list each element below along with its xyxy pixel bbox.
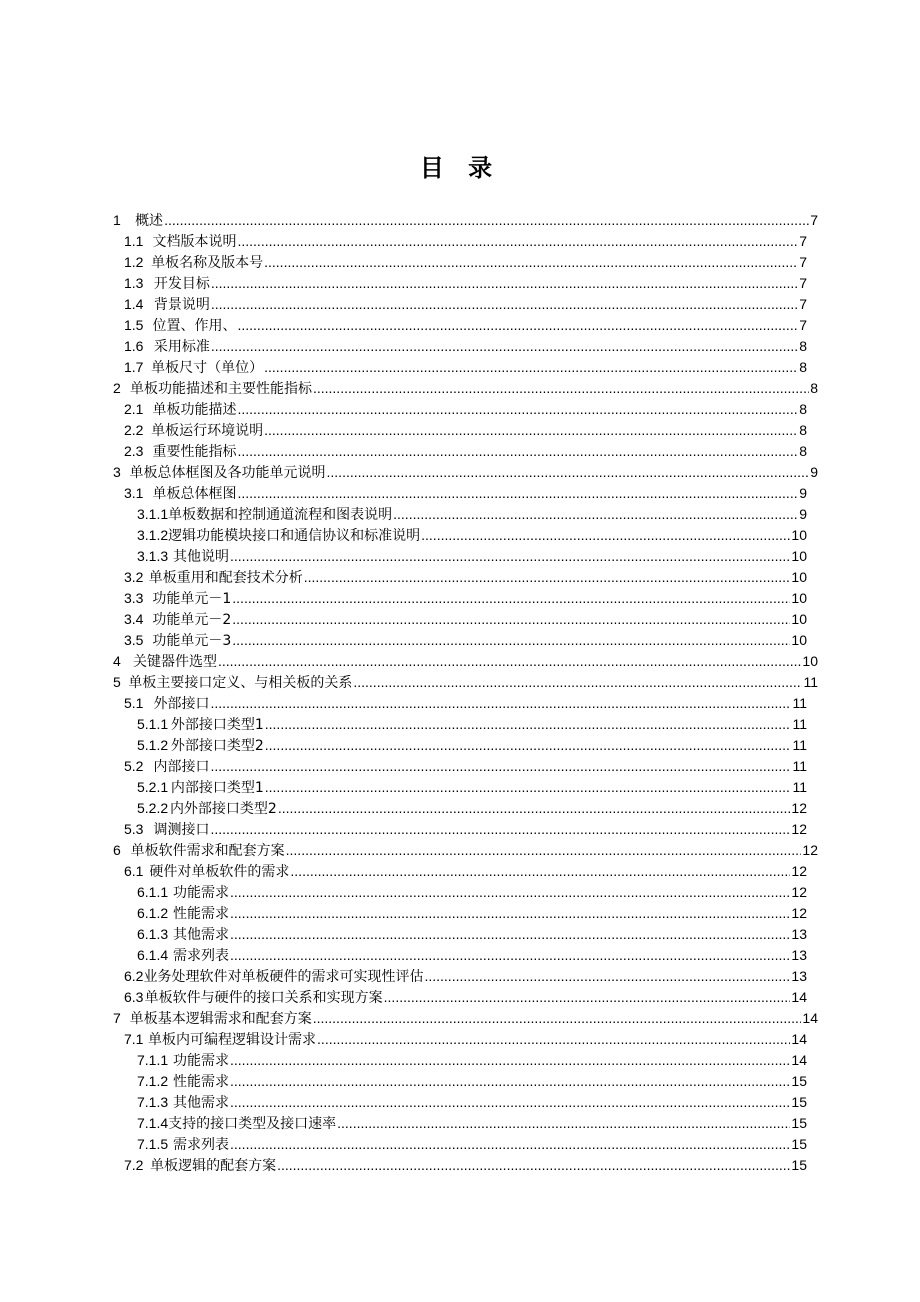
toc-entry-title: 单板软件需求和配套方案 — [130, 843, 285, 859]
toc-entry[interactable] — [113, 462, 823, 483]
toc-entry[interactable] — [113, 924, 823, 945]
toc-dot-leader — [230, 1134, 790, 1155]
toc-entry-page: 11 — [792, 716, 807, 732]
toc-entry-number: 5.1 — [124, 695, 144, 711]
toc-entry-number: 6.1.1 — [137, 884, 169, 900]
toc-entry-page: 15 — [791, 1157, 807, 1173]
toc-entry-number: 2.3 — [124, 443, 144, 459]
toc-entry[interactable] — [113, 861, 823, 882]
toc-dot-leader — [230, 882, 790, 903]
toc-entry-page: 13 — [791, 947, 807, 963]
toc-entry-title: 单板运行环境说明 — [151, 423, 264, 439]
toc-entry[interactable] — [113, 483, 823, 504]
toc-dot-leader — [304, 567, 791, 588]
toc-entry-number: 2 — [113, 380, 121, 396]
toc-dot-leader — [424, 966, 790, 987]
toc-entry[interactable] — [113, 882, 823, 903]
toc-entry-number: 3.1.1 — [137, 506, 169, 522]
toc-entry[interactable] — [113, 903, 823, 924]
toc-entry-title: 单板逻辑的配套方案 — [150, 1158, 277, 1174]
toc-entry[interactable] — [113, 315, 823, 336]
toc-entry[interactable] — [113, 798, 823, 819]
toc-entry-title: 其他需求 — [173, 927, 230, 943]
toc-entry-title: 调测接口 — [153, 822, 210, 838]
toc-dot-leader — [264, 357, 798, 378]
toc-entry-number: 3.1.2 — [137, 527, 169, 543]
toc-entry-number: 6.3 — [124, 989, 144, 1005]
toc-entry-title: 内部接口类型1 — [170, 780, 264, 796]
toc-entry-title: 关键器件选型 — [132, 654, 217, 670]
toc-entry-title: 内部接口 — [153, 759, 210, 775]
toc-entry-number: 4 — [113, 653, 121, 669]
toc-dot-leader — [237, 315, 798, 336]
toc-entry-page: 8 — [799, 338, 807, 354]
toc-entry[interactable] — [113, 357, 823, 378]
toc-entry-number: 7.1.3 — [137, 1094, 169, 1110]
toc-entry-number: 1.5 — [124, 317, 144, 333]
toc-entry[interactable] — [113, 1050, 823, 1071]
toc-entry[interactable] — [113, 546, 823, 567]
toc-entry-title: 单板尺寸（单位） — [151, 360, 264, 376]
toc-dot-leader — [211, 693, 792, 714]
toc-entry-page: 9 — [799, 485, 807, 501]
toc-entry[interactable] — [113, 1155, 823, 1176]
toc-dot-leader — [327, 462, 810, 483]
toc-entry-number: 3.2 — [124, 569, 144, 585]
toc-entry-number: 7.1 — [124, 1031, 144, 1047]
toc-entry-title: 功能单元－2 — [152, 612, 232, 628]
toc-entry-page: 7 — [799, 317, 807, 333]
toc-dot-leader — [384, 987, 791, 1008]
toc-entry-title: 背景说明 — [153, 297, 210, 313]
toc-entry-page: 8 — [799, 443, 807, 459]
toc-entry-title: 单板总体框图 — [152, 486, 237, 502]
toc-dot-leader — [237, 483, 798, 504]
toc-entry-page: 10 — [791, 632, 807, 648]
toc-entry-page: 8 — [810, 380, 818, 396]
toc-entry-page: 13 — [791, 968, 807, 984]
toc-entry-number: 5.1.2 — [137, 737, 169, 753]
toc-entry[interactable] — [113, 210, 823, 231]
toc-entry-title: 其他需求 — [173, 1095, 230, 1111]
toc-entry-title: 单板总体框图及各功能单元说明 — [129, 465, 326, 481]
toc-dot-leader — [313, 1008, 802, 1029]
toc-entry-number: 6 — [113, 842, 121, 858]
toc-entry-page: 15 — [791, 1073, 807, 1089]
toc-dot-leader — [210, 819, 790, 840]
toc-entry-title: 单板重用和配套技术分析 — [148, 570, 303, 586]
toc-entry[interactable] — [113, 567, 823, 588]
toc-entry-title: 需求列表 — [173, 948, 230, 964]
toc-entry[interactable] — [113, 735, 823, 756]
toc-entry-page: 15 — [791, 1136, 807, 1152]
toc-entry-page: 14 — [791, 989, 807, 1005]
toc-entry[interactable] — [113, 231, 823, 252]
toc-dot-leader — [230, 1092, 790, 1113]
toc-dot-leader — [421, 525, 790, 546]
toc-entry-number: 7 — [113, 1010, 121, 1026]
toc-entry-page: 14 — [802, 1010, 818, 1026]
toc-entry-page: 8 — [799, 359, 807, 375]
toc-entry-title: 逻辑功能模块接口和通信协议和标准说明 — [168, 528, 421, 544]
toc-entry-number: 5.2 — [124, 758, 144, 774]
toc-dot-leader — [265, 714, 792, 735]
toc-entry-number: 3.1.3 — [137, 548, 169, 564]
toc-entry-title: 性能需求 — [173, 906, 230, 922]
toc-entry-page: 10 — [802, 653, 818, 669]
toc-dot-leader — [290, 861, 790, 882]
toc-entry[interactable] — [113, 588, 823, 609]
toc-entry-title: 硬件对单板软件的需求 — [149, 864, 290, 880]
toc-entry[interactable] — [113, 399, 823, 420]
toc-entry-title: 需求列表 — [173, 1137, 230, 1153]
toc-entry[interactable] — [113, 378, 823, 399]
toc-entry-title: 性能需求 — [173, 1074, 230, 1090]
toc-entry-title: 其他说明 — [173, 549, 230, 565]
toc-entry-page: 9 — [799, 506, 807, 522]
toc-entry[interactable] — [113, 504, 823, 525]
toc-entry-number: 7.2 — [124, 1157, 144, 1173]
toc-entry[interactable] — [113, 1008, 823, 1029]
toc-entry-page: 11 — [792, 737, 807, 753]
toc-entry-page: 10 — [791, 611, 807, 627]
toc-entry-number: 1.4 — [124, 296, 144, 312]
toc-entry[interactable] — [113, 777, 823, 798]
toc-entry[interactable] — [113, 1113, 823, 1134]
toc-entry-title: 功能需求 — [173, 1053, 230, 1069]
toc-entry-number: 1.2 — [124, 254, 144, 270]
toc-dot-leader — [353, 672, 802, 693]
toc-dot-leader — [230, 1050, 790, 1071]
toc-entry-page: 12 — [802, 842, 818, 858]
toc-dot-leader — [211, 336, 798, 357]
toc-entry-title: 内外部接口类型2 — [169, 801, 277, 817]
toc-dot-leader — [313, 378, 809, 399]
toc-entry[interactable] — [113, 273, 823, 294]
toc-entry[interactable] — [113, 630, 823, 651]
toc-dot-leader — [265, 735, 792, 756]
toc-dot-leader — [237, 441, 798, 462]
toc-entry-number: 6.1.3 — [137, 926, 169, 942]
toc-dot-leader — [278, 798, 791, 819]
toc-entry-page: 7 — [799, 254, 807, 270]
toc-entry-page: 11 — [792, 695, 807, 711]
toc-dot-leader — [230, 924, 790, 945]
toc-entry-title: 单板功能描述 — [152, 402, 237, 418]
toc-entry-page: 7 — [810, 212, 818, 228]
toc-dot-leader — [230, 903, 790, 924]
toc-entry-page: 12 — [791, 884, 807, 900]
toc-entry-page: 10 — [791, 569, 807, 585]
toc-entry[interactable] — [113, 1092, 823, 1113]
toc-entry-page: 10 — [791, 548, 807, 564]
toc-entry[interactable] — [113, 441, 823, 462]
toc-entry-page: 10 — [791, 590, 807, 606]
toc-entry[interactable] — [113, 693, 823, 714]
toc-entry[interactable] — [113, 840, 823, 861]
toc-entry[interactable] — [113, 987, 823, 1008]
toc-entry-title: 位置、作用、 — [152, 318, 237, 334]
toc-entry-number: 7.1.1 — [137, 1052, 169, 1068]
toc-entry-title: 外部接口类型1 — [170, 717, 264, 733]
toc-entry-number: 2.2 — [124, 422, 144, 438]
toc-entry-page: 11 — [792, 779, 807, 795]
toc-entry[interactable] — [113, 945, 823, 966]
toc-dot-leader — [277, 1155, 790, 1176]
toc-dot-leader — [230, 945, 790, 966]
toc-entry[interactable] — [113, 1134, 823, 1155]
toc-entry-page: 11 — [792, 758, 807, 774]
toc-entry-title: 单板名称及版本号 — [151, 255, 264, 271]
toc-entry-page: 7 — [799, 275, 807, 291]
toc-entry-page: 10 — [791, 527, 807, 543]
toc-entry-page: 9 — [810, 464, 818, 480]
toc-entry-title: 功能单元－3 — [152, 633, 232, 649]
toc-entry-page: 12 — [791, 821, 807, 837]
toc-dot-leader — [230, 546, 790, 567]
toc-entry-number: 1.7 — [124, 359, 144, 375]
toc-entry-page: 8 — [799, 401, 807, 417]
toc-dot-leader — [211, 294, 798, 315]
toc-dot-leader — [237, 231, 798, 252]
toc-entry-title: 单板功能描述和主要性能指标 — [129, 381, 312, 397]
toc-entry-title: 支持的接口类型及接口速率 — [168, 1116, 337, 1132]
toc-dot-leader — [317, 1029, 790, 1050]
toc-dot-leader — [164, 210, 809, 231]
toc-entry-page: 11 — [803, 674, 818, 690]
toc-dot-leader — [211, 273, 798, 294]
toc-dot-leader — [337, 1113, 790, 1134]
toc-entry[interactable] — [113, 756, 823, 777]
toc-dot-leader — [264, 252, 798, 273]
toc-entry-number: 3.3 — [124, 590, 144, 606]
toc-entry-number: 6.1.2 — [137, 905, 169, 921]
toc-entry-number: 7.1.4 — [137, 1115, 169, 1131]
toc-entry[interactable] — [113, 420, 823, 441]
toc-entry[interactable] — [113, 966, 823, 987]
toc-entry-number: 1 — [113, 212, 121, 228]
toc-entry-number: 5.2.1 — [137, 779, 169, 795]
toc-entry-number: 6.2 — [124, 968, 144, 984]
toc-entry-number: 3.4 — [124, 611, 144, 627]
toc-entry-title: 单板软件与硬件的接口关系和实现方案 — [144, 990, 383, 1006]
toc-entry[interactable] — [113, 714, 823, 735]
toc-entry-number: 2.1 — [124, 401, 144, 417]
toc-dot-leader — [265, 777, 792, 798]
toc-entry-page: 7 — [799, 233, 807, 249]
toc-entry[interactable] — [113, 819, 823, 840]
toc-entry-title: 文档版本说明 — [152, 234, 237, 250]
toc-entry[interactable] — [113, 525, 823, 546]
toc-dot-leader — [237, 399, 798, 420]
toc-entry[interactable] — [113, 651, 823, 672]
toc-entry-number: 1.1 — [124, 233, 144, 249]
toc-entry-page: 7 — [799, 296, 807, 312]
toc-title: 目 录 — [419, 154, 501, 182]
toc-entry-page: 12 — [791, 863, 807, 879]
toc-entry[interactable] — [113, 252, 823, 273]
toc-entry-page: 12 — [791, 800, 807, 816]
table-of-contents — [113, 210, 823, 1176]
toc-entry-number: 3.5 — [124, 632, 144, 648]
toc-entry-title: 采用标准 — [153, 339, 210, 355]
toc-entry-title: 重要性能指标 — [152, 444, 237, 460]
toc-entry-number: 7.1.2 — [137, 1073, 169, 1089]
toc-entry-number: 1.3 — [124, 275, 144, 291]
toc-entry-number: 1.6 — [124, 338, 144, 354]
toc-entry[interactable] — [113, 672, 823, 693]
toc-entry-title: 单板基本逻辑需求和配套方案 — [129, 1011, 312, 1027]
toc-entry[interactable] — [113, 609, 823, 630]
toc-entry-title: 单板主要接口定义、与相关板的关系 — [128, 675, 353, 691]
toc-entry-title: 单板内可编程逻辑设计需求 — [148, 1032, 317, 1048]
toc-dot-leader — [232, 630, 790, 651]
toc-entry-title: 业务处理软件对单板硬件的需求可实现性评估 — [143, 969, 424, 985]
toc-dot-leader — [230, 1071, 790, 1092]
toc-entry[interactable] — [113, 1071, 823, 1092]
toc-entry-page: 14 — [791, 1052, 807, 1068]
toc-dot-leader — [264, 420, 798, 441]
toc-entry-title: 外部接口类型2 — [170, 738, 264, 754]
toc-entry-title: 功能单元－1 — [152, 591, 232, 607]
toc-entry[interactable] — [113, 1029, 823, 1050]
toc-entry-page: 14 — [791, 1031, 807, 1047]
toc-entry-number: 5.2.2 — [137, 800, 169, 816]
toc-entry-title: 概述 — [135, 213, 164, 229]
toc-entry-page: 12 — [791, 905, 807, 921]
toc-entry-number: 6.1 — [124, 863, 144, 879]
toc-entry-title: 开发目标 — [153, 276, 210, 292]
toc-entry-number: 7.1.5 — [137, 1136, 169, 1152]
toc-entry-number: 6.1.4 — [137, 947, 169, 963]
toc-dot-leader — [286, 840, 802, 861]
toc-entry[interactable] — [113, 336, 823, 357]
toc-entry[interactable] — [113, 294, 823, 315]
toc-entry-title: 功能需求 — [173, 885, 230, 901]
toc-entry-title: 外部接口 — [153, 696, 210, 712]
toc-dot-leader — [232, 609, 790, 630]
toc-entry-number: 5 — [113, 674, 121, 690]
toc-entry-page: 15 — [791, 1094, 807, 1110]
toc-entry-title: 单板数据和控制通道流程和图表说明 — [168, 507, 393, 523]
toc-entry-page: 15 — [791, 1115, 807, 1131]
toc-entry-number: 5.3 — [124, 821, 144, 837]
toc-dot-leader — [232, 588, 790, 609]
toc-entry-page: 8 — [799, 422, 807, 438]
toc-dot-leader — [218, 651, 801, 672]
toc-entry-number: 5.1.1 — [137, 716, 169, 732]
toc-entry-page: 13 — [791, 926, 807, 942]
toc-dot-leader — [211, 756, 792, 777]
toc-entry-number: 3 — [113, 464, 121, 480]
toc-entry-number: 3.1 — [124, 485, 144, 501]
toc-dot-leader — [393, 504, 798, 525]
